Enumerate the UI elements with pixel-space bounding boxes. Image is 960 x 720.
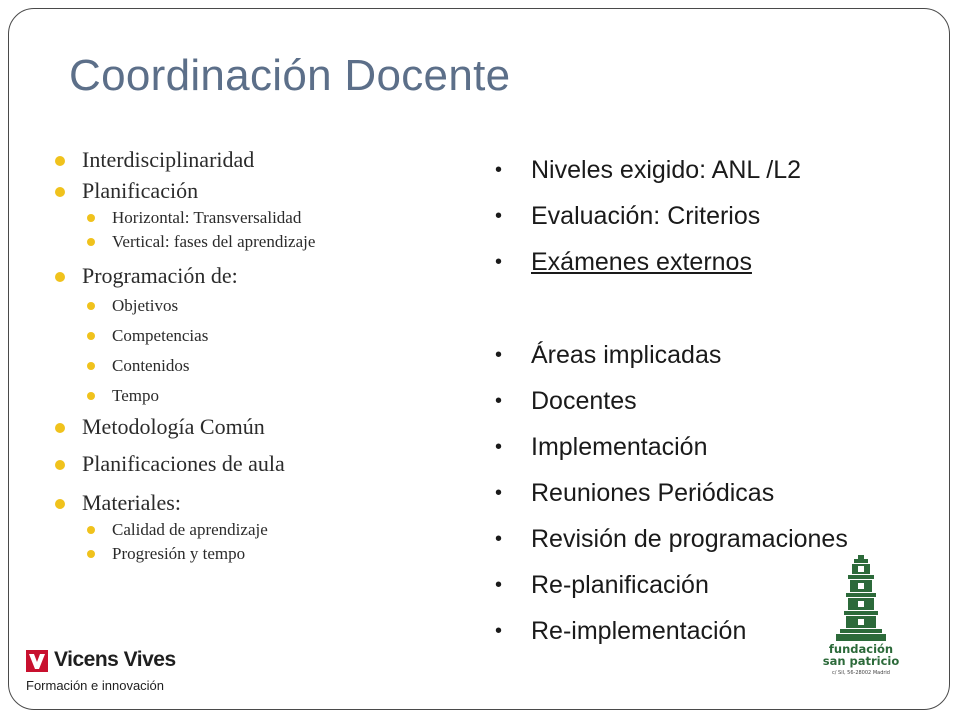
vicens-vives-tagline: Formación e innovación — [26, 678, 165, 693]
lighthouse-icon — [834, 555, 888, 643]
list-item: Interdisciplinaridad — [55, 144, 455, 175]
slide-frame — [8, 8, 950, 710]
fundacion-name — [820, 643, 902, 667]
fundacion-address: c/ Sil, 56-28002 Madrid — [832, 670, 890, 676]
list-item: Metodología Común — [55, 411, 455, 442]
list-item: • Revisión de programaciones — [495, 516, 955, 562]
fundacion-san-patricio-logo — [820, 555, 902, 680]
list-item: Competencias — [55, 321, 455, 351]
list-item: Materiales: — [55, 487, 455, 518]
fundacion-name-line1: fundación — [828, 642, 894, 656]
list-item: Planificaciones de aula — [55, 448, 455, 479]
list-item: • Evaluación: Criterios — [495, 193, 955, 239]
list-item: • Re-planificación — [495, 562, 955, 608]
list-item: • Docentes — [495, 378, 955, 424]
slide-title: Coordinación Docente — [69, 51, 511, 100]
list-item: Progresión y tempo — [55, 542, 455, 566]
list-item: • Niveles exigido: ANL /L2 — [495, 147, 955, 193]
left-bullet-list — [55, 144, 455, 566]
vicens-vives-logo — [26, 650, 196, 698]
list-item: • Reuniones Periódicas — [495, 470, 955, 516]
list-item: Tempo — [55, 381, 455, 411]
list-item: • Implementación — [495, 424, 955, 470]
list-item: Planificación — [55, 175, 455, 206]
fundacion-name-line2: san patricio — [822, 654, 900, 668]
list-item: • Re-implementación — [495, 608, 955, 654]
list-item: Objetivos — [55, 291, 455, 321]
vicens-vives-name: Vicens Vives — [54, 648, 176, 671]
list-item: Calidad de aprendizaje — [55, 518, 455, 542]
vicens-vives-mark-icon — [26, 650, 48, 672]
list-item: Programación de: — [55, 260, 455, 291]
list-item: Horizontal: Transversalidad — [55, 206, 455, 230]
list-item: Contenidos — [55, 351, 455, 381]
list-item: • Áreas implicadas — [495, 332, 955, 378]
list-item: Vertical: fases del aprendizaje — [55, 230, 455, 254]
list-item-link[interactable]: • Exámenes externos — [495, 239, 955, 285]
